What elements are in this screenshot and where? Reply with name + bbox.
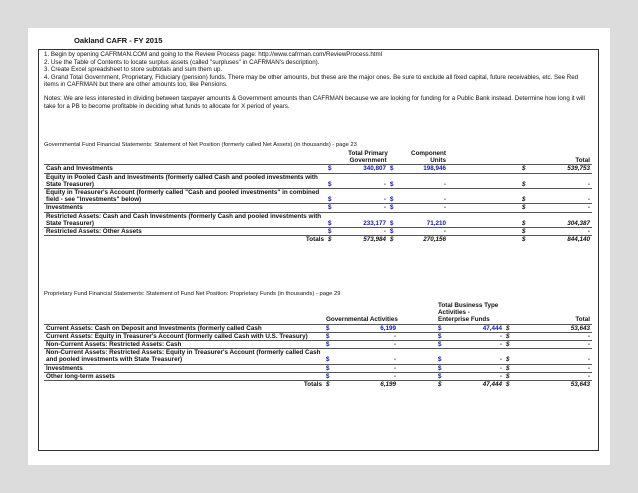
currency-sign: $: [436, 332, 448, 340]
row-label: Current Assets: Equity in Treasurer's Account (formerly called Cash with U.S. Treasury): [44, 332, 324, 340]
row-label: Current Assets: Cash on Deposit and Investments (formerly called Cash: [44, 324, 324, 332]
instructions-block: [44, 51, 592, 110]
totals-label: Totals: [305, 236, 324, 244]
currency-sign: $: [506, 381, 510, 389]
worksheet-box: [38, 49, 599, 451]
page-title: Oakland CAFR - FY 2015: [74, 36, 163, 45]
currency-sign: $: [520, 189, 532, 204]
currency-sign: $: [438, 381, 442, 389]
cell-gov: -: [336, 364, 436, 372]
cell-gov: 6,199: [336, 324, 436, 332]
col-header-business: Total Business Type Activities - Enterprise Funds: [436, 302, 504, 324]
cell-comp: 198,946: [398, 165, 448, 173]
cell-total: -: [516, 349, 592, 364]
currency-sign: $: [436, 349, 448, 364]
currency-sign: $: [326, 381, 330, 389]
instruction-line: 4. Grand Total Government, Proprietary, Fiduciary (pension) funds. There may be other amounts, but these are the major ones. Be sure to exclude all fixed capital, future receivables, etc. See Red items in CAFRMAN but there are other amounts too, like Pensions.: [44, 73, 579, 89]
currency-sign: $: [504, 332, 516, 340]
currency-sign: $: [436, 324, 448, 332]
row-label: Equity in Pooled Cash and Investments (formerly called Cash and pooled investments with State Treasurer): [44, 173, 326, 188]
row-label: Restricted Assets: Other Assets: [44, 228, 326, 236]
currency-sign: $: [436, 372, 448, 380]
currency-sign: $: [504, 324, 516, 332]
currency-sign: $: [388, 204, 398, 212]
cell-gov: -: [338, 228, 388, 236]
cell-comp: -: [398, 173, 448, 188]
cell-gov: 340,807: [338, 165, 388, 173]
currency-sign: $: [388, 228, 398, 236]
currency-sign: $: [436, 364, 448, 372]
row-label: Investments: [44, 364, 324, 372]
currency-sign: $: [326, 173, 338, 188]
currency-sign: $: [388, 165, 398, 173]
cell-total: -: [516, 341, 592, 349]
cell-comp: -: [398, 204, 448, 212]
currency-sign: $: [324, 372, 336, 380]
currency-sign: $: [390, 236, 394, 244]
row-label: Cash and Investments: [44, 165, 326, 173]
cell-comp: 71,210: [398, 212, 448, 227]
section2-table: [44, 302, 592, 388]
col-header-primary: Total Primary Government: [338, 150, 398, 165]
section1-caption: Governmental Fund Financial Statements: Statement of Net Position (formerly called Net Assets) (in thousands) - page 23: [44, 142, 357, 148]
total-total: 844,140: [567, 236, 590, 244]
cell-gov: -: [338, 204, 388, 212]
instruction-line: 1. Begin by opening CAFRMAN.COM and going to the Review Process page: http://www.cafrman.com/ReviewProcess.html: [44, 51, 383, 58]
currency-sign: $: [326, 189, 338, 204]
cell-comp: -: [398, 228, 448, 236]
col-header-total: Total: [532, 150, 592, 165]
currency-sign: $: [520, 212, 532, 227]
notes-text: Notes: We are less interested in dividing between taxpayer amounts & Government amounts than CAFRMAN because we are looking for funding for a Public Bank instead. Determine how long it will take for a PB to become profitable in deciding what funds to allocate for X period of years.: [44, 94, 585, 110]
total-total: 53,643: [570, 381, 590, 389]
currency-sign: $: [504, 364, 516, 372]
currency-sign: $: [324, 332, 336, 340]
cell-total: 539,753: [532, 165, 592, 173]
col-header-total: Total: [516, 302, 592, 324]
cell-total: 53,643: [516, 324, 592, 332]
cell-gov: -: [338, 173, 388, 188]
currency-sign: $: [520, 173, 532, 188]
col-header-gov: Governmental Activities: [324, 302, 436, 324]
row-label: Restricted Assets: Cash and Cash Investments (formerly Cash and pooled investments with State Treasurer): [44, 212, 326, 227]
row-label: Other long-term assets: [44, 372, 324, 380]
totals-label: Totals: [303, 381, 322, 389]
document-frame: [38, 36, 598, 450]
cell-gov: 233,177: [338, 212, 388, 227]
currency-sign: $: [504, 372, 516, 380]
total-comp: 270,156: [423, 236, 446, 244]
cell-total: 304,387: [532, 212, 592, 227]
col-header-component: Component Units: [398, 150, 448, 165]
row-label: Non-Current Assets: Restricted Assets: Cash: [44, 341, 324, 349]
cell-gov: -: [338, 189, 388, 204]
total-gov: 573,984: [363, 236, 386, 244]
total-bus: 47,444: [482, 381, 502, 389]
currency-sign: $: [324, 324, 336, 332]
currency-sign: $: [324, 341, 336, 349]
cell-bus: -: [448, 332, 504, 340]
currency-sign: $: [504, 349, 516, 364]
currency-sign: $: [520, 228, 532, 236]
total-gov: 6,199: [380, 381, 396, 389]
currency-sign: $: [326, 228, 338, 236]
cell-total: -: [532, 228, 592, 236]
cell-total: -: [516, 332, 592, 340]
currency-sign: $: [326, 204, 338, 212]
cell-bus: 47,444: [448, 324, 504, 332]
cell-total: -: [532, 189, 592, 204]
cell-gov: -: [336, 349, 436, 364]
cell-bus: -: [448, 341, 504, 349]
currency-sign: $: [324, 349, 336, 364]
currency-sign: $: [326, 212, 338, 227]
section2-caption: Proprietary Fund Financial Statements: Statement of Fund Net Position: Proprietary Funds (in thousands) - page 29: [44, 291, 341, 297]
cell-bus: -: [448, 364, 504, 372]
instruction-line: 2. Use the Table of Contents to locate surplus assets (called "surpluses" in CAFRMAN's description).: [44, 58, 320, 66]
currency-sign: $: [522, 236, 526, 244]
cell-bus: -: [448, 372, 504, 380]
currency-sign: $: [388, 189, 398, 204]
currency-sign: $: [504, 341, 516, 349]
cell-total: -: [532, 204, 592, 212]
cell-gov: -: [336, 341, 436, 349]
cell-total: -: [532, 173, 592, 188]
currency-sign: $: [328, 236, 332, 244]
currency-sign: $: [520, 204, 532, 212]
instruction-line: 3. Create Excel spreadsheet to store subtotals and sum them up.: [44, 66, 223, 74]
slide: [28, 28, 610, 465]
currency-sign: $: [520, 165, 532, 173]
currency-sign: $: [388, 173, 398, 188]
cell-total: -: [516, 364, 592, 372]
cell-bus: -: [448, 349, 504, 364]
cell-gov: -: [336, 332, 436, 340]
row-label: Equity in Treasurer's Account (formerly called "Cash and pooled investments" in combined field - see "Investments" below): [44, 189, 326, 204]
row-label: Investments: [44, 204, 326, 212]
currency-sign: $: [326, 165, 338, 173]
cell-comp: -: [398, 189, 448, 204]
row-label: Non-Current Assets: Restricted Assets: Equity in Treasurer's Account (formerly called Cash and pooled investments with State Treasurer): [44, 349, 324, 364]
section1-table: [44, 150, 592, 243]
currency-sign: $: [388, 212, 398, 227]
cell-total: -: [516, 372, 592, 380]
cell-gov: -: [336, 372, 436, 380]
currency-sign: $: [324, 364, 336, 372]
currency-sign: $: [436, 341, 448, 349]
